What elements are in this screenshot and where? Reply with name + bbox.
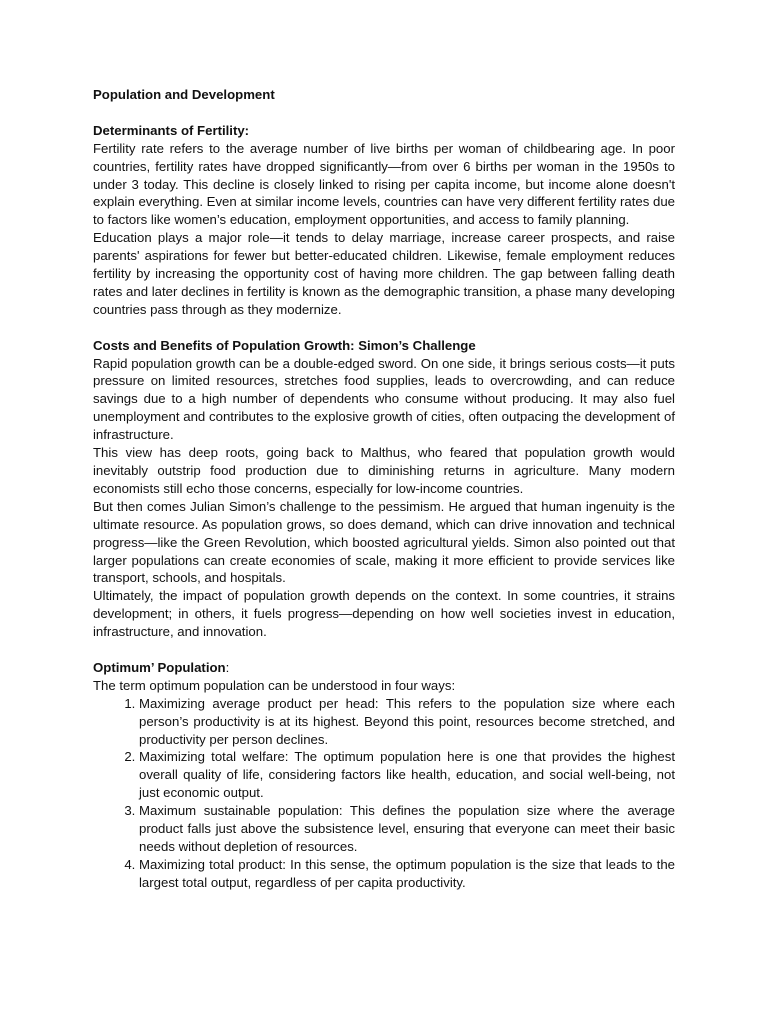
document-title: Population and Development	[93, 87, 275, 102]
list-item: 2. Maximizing total welfare: The optimum population here is one that provides the highest overall quality of life, considering factors like health, education, and social well-being, not just economic output.	[139, 748, 675, 802]
section-heading-text: Optimum’ Population	[93, 659, 226, 675]
list-item: 1. Maximizing average product per head: This refers to the population size where each person’s productivity is at its highest. Beyond this point, resources become stretched, and productivity per person declines.	[139, 695, 675, 749]
section-heading-population-growth: Costs and Benefits of Population Growth: Simon’s Challenge	[93, 337, 476, 353]
paragraph: Rapid population growth can be a double-edged sword. On one side, it brings serious costs—it puts pressure on limited resources, stretches food supplies, leads to overcrowding, and can reduce savings due to a high number of dependents who consume without producing. It may also fuel unemployment and contributes to the explosive growth of cities, often outpacing the development of infrastructure.	[93, 355, 675, 443]
spacer	[93, 641, 675, 659]
section-heading-fertility: Determinants of Fertility:	[93, 122, 250, 138]
section-heading-optimum-population	[93, 659, 675, 677]
optimum-population-list	[93, 695, 675, 892]
paragraph: But then comes Julian Simon’s challenge to the pessimism. He argued that human ingenuity is the ultimate resource. As population grows, so does demand, which can drive innovation and technical progress—like the Green Revolution, which boosted agricultural yields. Simon also pointed out that larger populations can create economies of scale, making it more efficient to provide services like transport, schools, and hospitals.	[93, 498, 675, 586]
list-item: 4. Maximizing total product: In this sense, the optimum population is the size that leads to the largest total output, regardless of per capita productivity.	[139, 856, 675, 892]
paragraph: This view has deep roots, going back to Malthus, who feared that population growth would inevitably outstrip food production due to diminishing returns in agriculture. Many modern economists still echo those concerns, especially for low-income countries.	[93, 445, 675, 496]
paragraph: Fertility rate refers to the average number of live births per woman of childbearing age. In poor countries, fertility rates have dropped significantly—from over 6 births per woman in the 1950s to under 3 today. This decline is closely linked to rising per capita income, but income alone doesn't explain everything. Even at similar income levels, countries can have very different fertility rates due to factors like women’s education, employment opportunities, and access to family planning.	[93, 140, 675, 228]
list-item: 3. Maximum sustainable population: This defines the population size where the average product falls just above the subsistence level, ensuring that everyone can meet their basic needs without depletion of resources.	[139, 802, 675, 856]
spacer	[93, 319, 675, 337]
paragraph: Education plays a major role—it tends to delay marriage, increase career prospects, and raise parents' aspirations for fewer but better-educated children. Likewise, female employment reduces fertility by increasing the opportunity cost of having more children. The gap between falling death rates and later declines in fertility is known as the demographic transition, a phase many developing countries pass through as they modernize.	[93, 230, 675, 317]
section-heading-colon: :	[225, 659, 230, 675]
paragraph: Ultimately, the impact of population growth depends on the context. In some countries, it strains development; in others, it fuels progress—depending on how well societies invest in education, infrastructure, and innovation.	[93, 588, 675, 640]
paragraph: The term optimum population can be understood in four ways:	[93, 677, 456, 693]
